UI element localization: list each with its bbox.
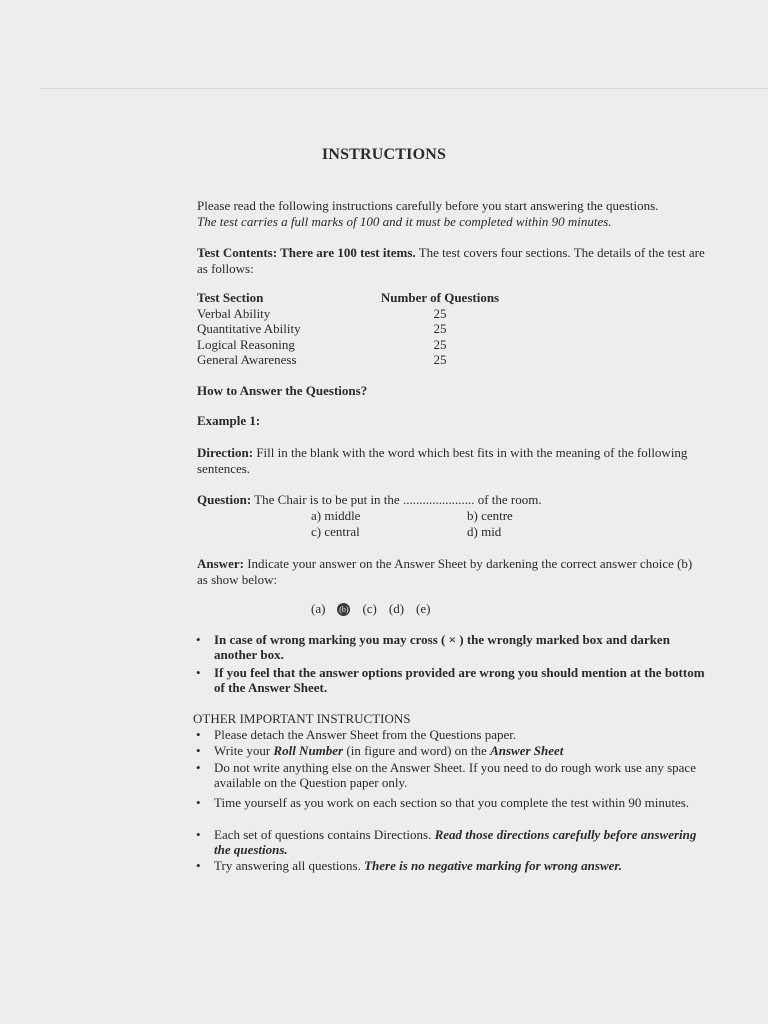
test-contents-text: The test covers four sections. The details of the test are as follows:: [197, 245, 705, 276]
roll-text-1: Write your: [214, 743, 274, 758]
bullet-icon: •: [196, 632, 201, 647]
direction-paragraph: [197, 445, 705, 476]
list-item: [196, 743, 706, 758]
answer-sheet-emph: Answer Sheet: [490, 743, 564, 758]
list-item: [196, 760, 706, 790]
example-heading: Example 1:: [197, 413, 261, 428]
section-count: 25: [433, 305, 447, 321]
section-name: Verbal Ability: [197, 305, 271, 321]
bullet-icon: •: [196, 743, 201, 758]
instruction-roll-number: [214, 743, 706, 758]
header-number-of-questions: Number of Questions: [380, 290, 500, 305]
list-item: [196, 827, 706, 857]
roll-text-2: (in figure and word) on the: [343, 743, 491, 758]
header-test-section: Test Section: [197, 290, 264, 305]
option-c: c) central: [311, 524, 360, 539]
question-text: The Chair is to be put in the ...................... of the room.: [251, 492, 542, 507]
direction-text: Fill in the blank with the word which best fits in with the meaning of the following sentences.: [197, 445, 688, 476]
instruction-directions: [214, 827, 706, 857]
bubble-a: (a): [311, 601, 326, 616]
bullet-icon: •: [196, 760, 201, 775]
option-d: d) mid: [467, 524, 502, 539]
bullet-icon: •: [196, 795, 201, 810]
sections-table: [197, 290, 505, 368]
bullet-icon: •: [196, 665, 201, 680]
answer-text: Indicate your answer on the Answer Sheet by darkening the correct answer choice (b) as show below:: [197, 556, 693, 587]
list-item: [196, 665, 706, 695]
roll-number-emph: Roll Number: [273, 743, 344, 758]
directions-emph: Read those directions carefully before answering the questions.: [214, 827, 697, 857]
table-row: [197, 337, 505, 353]
bullet-icon: •: [196, 827, 201, 842]
option-a: a) middle: [311, 508, 361, 523]
table-header-row: [197, 290, 505, 306]
intro-line-2: The test carries a full marks of 100 and it must be completed within 90 minutes.: [197, 213, 612, 229]
list-item: [196, 795, 706, 810]
bubble-c: (c): [362, 601, 377, 616]
intro-paragraph: [197, 198, 705, 229]
section-count: 25: [433, 352, 447, 367]
section-name: Logical Reasoning: [197, 336, 295, 352]
option-b: b) centre: [467, 508, 513, 523]
other-instructions-heading: OTHER IMPORTANT INSTRUCTIONS: [193, 711, 411, 726]
page-title: INSTRUCTIONS: [321, 146, 447, 163]
bullet-icon: •: [196, 727, 201, 742]
instruction-time: Time yourself as you work on each section so that you complete the test within 90 minutes.: [214, 795, 690, 810]
note-wrong-marking: In case of wrong marking you may cross ( × ) the wrongly marked box and darken another box.: [214, 632, 670, 662]
answer-paragraph: [197, 556, 707, 587]
how-to-heading: How to Answer the Questions?: [197, 383, 368, 398]
test-contents-paragraph: [197, 245, 705, 276]
test-contents-label: Test Contents: There are 100 test items.: [197, 245, 416, 260]
list-item: [196, 858, 706, 873]
table-row: [197, 352, 505, 368]
directions-text: Each set of questions contains Directions.: [214, 827, 435, 842]
list-item: [196, 632, 706, 662]
scan-artifact-line: [40, 88, 768, 89]
intro-line-1: Please read the following instructions carefully before you start answering the questions.: [197, 198, 659, 213]
bullet-icon: •: [196, 858, 201, 873]
instruction-answer-all: [214, 858, 706, 873]
note-wrong-options: If you feel that the answer options provided are wrong you should mention at the bottom of the Answer Sheet.: [214, 665, 705, 695]
table-row: [197, 321, 505, 337]
bubble-d: (d): [388, 601, 405, 616]
negative-marking-emph: There is no negative marking for wrong answer.: [364, 858, 622, 873]
section-name: General Awareness: [197, 352, 297, 367]
question-label: Question:: [197, 492, 252, 507]
instruction-rough-work: Do not write anything else on the Answer Sheet. If you need to do rough work use any space available on the Question paper only.: [214, 760, 696, 790]
section-count: 25: [433, 336, 447, 352]
bubble-b-filled: (b): [339, 604, 349, 614]
direction-label: Direction:: [197, 445, 254, 460]
answer-all-text: Try answering all questions.: [214, 858, 365, 873]
answer-bubbles: [311, 601, 442, 617]
answer-label: Answer:: [197, 556, 244, 571]
bubble-e: (e): [416, 601, 431, 616]
list-item: [196, 727, 706, 742]
table-row: [197, 306, 505, 322]
instruction-detach: Please detach the Answer Sheet from the Questions paper.: [214, 727, 517, 742]
question-line: [197, 492, 705, 508]
section-name: Quantitative Ability: [197, 321, 301, 336]
section-count: 25: [433, 321, 447, 336]
